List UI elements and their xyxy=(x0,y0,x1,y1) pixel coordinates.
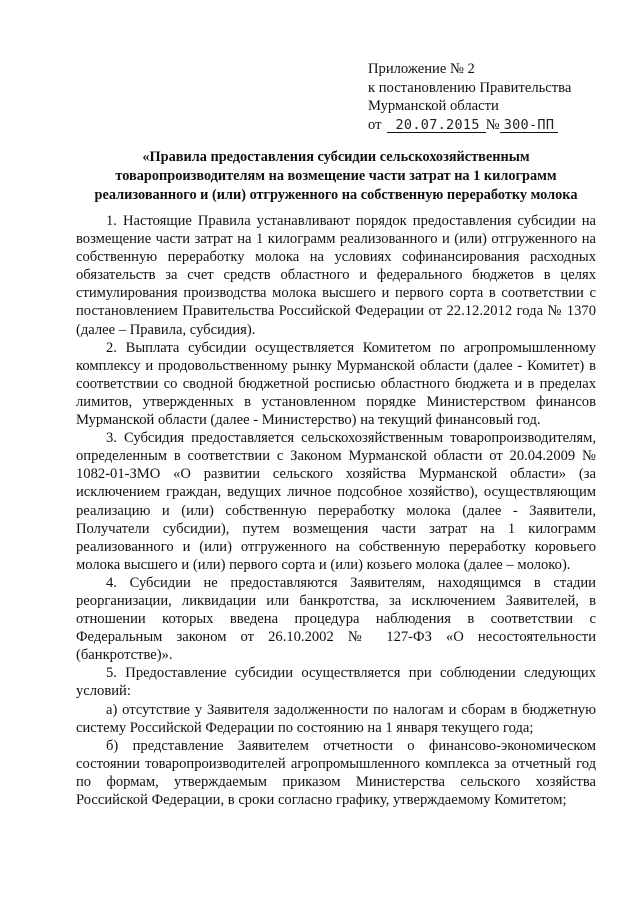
number-prefix: № xyxy=(485,116,500,133)
appendix-number: Приложение № 2 xyxy=(368,61,475,77)
document-body xyxy=(76,212,596,809)
appendix-date-line xyxy=(368,116,571,135)
decree-number: 300-ПП xyxy=(500,118,559,133)
paragraph-3: 3. Субсидия предоставляется сельскохозяйственным товаропроизводителям, определенным в соответствии с Законом Мурманской области от 20.04.2009 № 1082-01-ЗМО «О развитии сельского хозяйства Мурманской области» (за исключением граждан, ведущих личное подсобное хозяйство), осуществляющим реализацию и (или) собственную переработку молока (далее - Заявители, Получатели субсидии), путем возмещения части затрат на 1 килограмм реализованного и (или) отгруженного на собственную переработку коровьего молока высшего и (или) первого сорта и (или) козьего молока (далее – молоко). xyxy=(76,430,596,573)
paragraph-5: 5. Предоставление субсидии осуществляется при соблюдении следующих условий: xyxy=(76,665,596,700)
paragraph-2: 2. Выплата субсидии осуществляется Комитетом по агропромышленному комплексу и продовольственному рынку Мурманской области (далее - Комитет) в соответствии со сводной бюджетной росписью областного бюджета и в пределах лимитов, утвержденных в установленном порядке Министерством финансов Мурманской области (далее - Министерство) на текущий финансовый год. xyxy=(76,339,596,429)
appendix-region: Мурманской области xyxy=(368,98,499,115)
paragraph-1: 1. Настоящие Правила устанавливают порядок предоставления субсидии на возмещение части затрат на 1 килограмм реализованного и (или) отгруженного на собственную переработку молока на условиях софинансирования расходных обязательств за счет средств областного и федерального бюджетов в целях стимулирования производства молока высшего и первого сорта в соответствии с постановлением Правительства Российской Федерации от 22.12.2012 года № 1370 (далее – Правила, субсидия). xyxy=(76,213,596,338)
appendix-header xyxy=(368,60,571,134)
paragraph-5b: б) представление Заявителем отчетности о финансово-экономическом состоянии товаропроизводителей агропромышленного комплекса за отчетный год по формам, утверждаемым приказом Министерства сельского хозяйства Российской Федерации, в сроки согласно графику, утверждаемому Комитетом; xyxy=(76,737,596,808)
date-prefix: от xyxy=(368,116,382,133)
paragraph-5a: а) отсутствие у Заявителя задолженности по налогам и сборам в бюджетную систему Российской Федерации по состоянию на 1 января текущего года; xyxy=(76,701,596,736)
document-title: «Правила предоставления субсидии сельскохозяйственным товаропроизводителям на возмещение части затрат на 1 килограмм реализованного и (или) отгруженного на собственную переработку молока xyxy=(94,149,578,203)
paragraph-4: 4. Субсидии не предоставляются Заявителям, находящимся в стадии реорганизации, ликвидации или банкротства, за исключением Заявителей, в отношении которых введена процедура наблюдения в соответствии с Федеральным законом от 26.10.2002 № 127-ФЗ «О несостоятельности (банкротстве)». xyxy=(76,574,596,664)
appendix-reference: к постановлению Правительства xyxy=(368,79,572,96)
decree-date: 20.07.2015 xyxy=(387,118,485,133)
